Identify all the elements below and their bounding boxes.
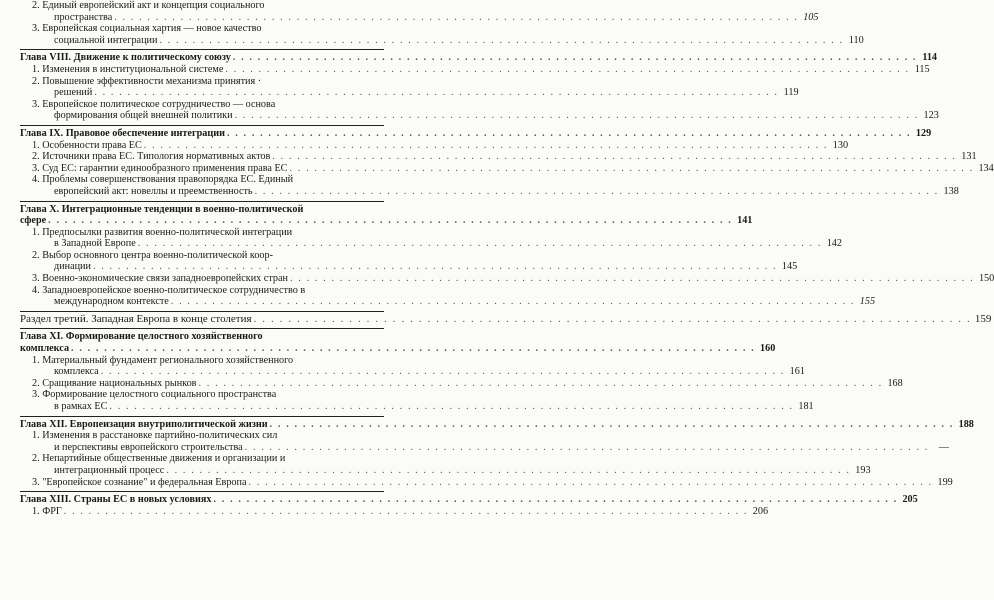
toc-line bbox=[20, 418, 974, 431]
toc-line bbox=[32, 139, 849, 152]
entry-text: Глава XI. Формирование целостного хозяйственного bbox=[20, 331, 263, 343]
page-number: 110 bbox=[848, 34, 864, 46]
chapter-items bbox=[20, 226, 994, 308]
toc-line bbox=[32, 110, 939, 122]
page-number: 205 bbox=[902, 494, 918, 506]
entry-text: 1. Изменения в расстановке партийно-политических сил bbox=[32, 430, 278, 442]
entry-text: 1. ФРГ bbox=[32, 505, 62, 517]
page-number: 193 bbox=[855, 464, 871, 476]
toc-entry bbox=[20, 476, 953, 489]
toc-line bbox=[32, 99, 384, 111]
page-number: 123 bbox=[923, 110, 939, 122]
entry-text: 1. Изменения в институциональной системе bbox=[32, 63, 224, 75]
toc-line bbox=[32, 464, 871, 477]
entry-text: Раздел третий. Западная Европа в конце столетия bbox=[20, 312, 252, 325]
toc-line bbox=[32, 227, 384, 239]
toc-line bbox=[32, 441, 949, 454]
page-number: 138 bbox=[943, 185, 959, 197]
divider bbox=[20, 201, 384, 202]
entry-text: 1. Материальный фундамент регионального хозяйственного bbox=[32, 354, 294, 366]
entry-text: интеграционный процесс bbox=[54, 464, 165, 476]
entry-text: 2. Выбор основного центра военно-политической коор- bbox=[32, 249, 274, 261]
page-number: 114 bbox=[922, 52, 938, 64]
entry-text: динации bbox=[54, 261, 91, 273]
chapter-title bbox=[20, 418, 974, 431]
entry-text: 1. Предпосылки развития военно-политической интеграции bbox=[32, 226, 293, 238]
page-number: 130 bbox=[832, 139, 849, 151]
toc-line bbox=[20, 215, 753, 227]
leader-dots bbox=[138, 238, 822, 250]
page-number: 155 bbox=[859, 296, 876, 308]
entry-text: Глава VIII. Движение к политическому союзу bbox=[20, 52, 231, 64]
entry-text: решений bbox=[54, 87, 93, 99]
toc-line bbox=[32, 63, 930, 76]
toc-line bbox=[20, 204, 384, 216]
entry-text: 4. Проблемы совершенствования правопорядка ЕС. Единый bbox=[32, 174, 294, 186]
toc-line bbox=[32, 34, 864, 47]
toc-line bbox=[32, 430, 384, 442]
divider bbox=[20, 125, 384, 126]
leader-dots bbox=[233, 52, 917, 64]
toc-entry bbox=[20, 98, 939, 122]
page-number: 159 bbox=[974, 312, 992, 325]
toc-entry bbox=[20, 174, 959, 197]
chapter-items bbox=[20, 63, 939, 122]
page-number: 115 bbox=[914, 63, 930, 75]
toc-line bbox=[32, 296, 876, 308]
page-number: 141 bbox=[737, 215, 753, 227]
entry-text: 2. Повышение эффективности механизма принятия · bbox=[32, 75, 262, 87]
divider bbox=[20, 328, 384, 329]
toc-line bbox=[32, 23, 384, 35]
toc-entry bbox=[20, 453, 871, 476]
entry-text: и перспективы европейского строительства bbox=[54, 441, 243, 453]
entry-text: Глава XIII. Страны ЕС в новых условиях bbox=[20, 494, 212, 506]
entry-text: комплекса bbox=[54, 366, 99, 378]
toc-entry bbox=[20, 63, 930, 76]
toc-line bbox=[32, 366, 805, 378]
entry-text: комплекса bbox=[20, 343, 70, 355]
divider bbox=[20, 49, 384, 50]
page-number: — bbox=[938, 441, 949, 453]
divider bbox=[20, 311, 384, 312]
chapter-items bbox=[20, 354, 903, 413]
entry-text: 3. Формирование целостного социального пространства bbox=[32, 389, 277, 401]
page-number: 161 bbox=[789, 366, 805, 378]
table-of-contents bbox=[20, 0, 994, 517]
toc-entry bbox=[20, 389, 814, 412]
part-title bbox=[20, 312, 992, 326]
chapter-title bbox=[20, 52, 938, 64]
leader-dots bbox=[166, 465, 850, 477]
toc-entry bbox=[20, 151, 977, 163]
toc-entry bbox=[20, 0, 819, 23]
toc-line bbox=[20, 494, 918, 506]
toc-entry bbox=[20, 284, 876, 308]
leader-dots bbox=[214, 494, 898, 506]
entry-text: в Западной Европе bbox=[54, 238, 136, 250]
entry-text: Глава XII. Европеизация внутриполитической жизни bbox=[20, 418, 268, 430]
entry-text: 3. Европейское политическое сотрудничество — основа bbox=[32, 98, 276, 110]
toc-line bbox=[32, 273, 994, 285]
toc-entry bbox=[20, 354, 805, 378]
page-number: 160 bbox=[760, 343, 776, 355]
entry-text: 3. Суд ЕС: гарантии единообразного применения права ЕС bbox=[32, 162, 288, 174]
page-number: 134 bbox=[978, 162, 994, 174]
entry-text: 3. Европейская социальная хартия — новое качество bbox=[32, 23, 262, 35]
toc-entry bbox=[20, 139, 849, 152]
entry-text: Глава IX. Правовое обеспечение интеграции bbox=[20, 127, 225, 139]
entry-text: социальной интеграции bbox=[54, 34, 158, 46]
chapter-items bbox=[20, 139, 994, 198]
divider bbox=[20, 416, 384, 417]
toc-line bbox=[32, 185, 959, 198]
entry-text: 2. Непартийные общественные движения и организации и bbox=[32, 453, 286, 465]
page-number: 145 bbox=[781, 261, 798, 273]
leader-dots bbox=[109, 401, 793, 413]
page-number: 181 bbox=[798, 401, 814, 412]
toc-group bbox=[20, 0, 864, 46]
toc-line bbox=[32, 250, 384, 262]
toc-line bbox=[32, 174, 384, 186]
toc-line bbox=[32, 11, 819, 24]
toc-line bbox=[32, 87, 799, 99]
part-heading bbox=[20, 312, 992, 326]
page-number: 206 bbox=[752, 505, 769, 517]
leader-dots bbox=[227, 128, 911, 140]
leader-dots bbox=[254, 314, 972, 326]
leader-dots bbox=[101, 366, 785, 378]
leader-dots bbox=[249, 477, 933, 489]
chapter-block bbox=[20, 52, 939, 122]
chapter-block bbox=[20, 203, 994, 308]
leader-dots bbox=[270, 419, 954, 431]
leader-dots bbox=[48, 215, 732, 227]
toc-line bbox=[32, 389, 384, 401]
entry-text: 3. Военно-экономические связи западноевропейских стран bbox=[32, 273, 288, 285]
divider bbox=[20, 491, 384, 492]
toc-entry bbox=[20, 430, 949, 453]
page-number: 150 bbox=[978, 273, 994, 285]
entry-text: пространства bbox=[54, 11, 113, 23]
toc-line bbox=[32, 76, 384, 88]
entry-text: международном контексте bbox=[54, 296, 169, 308]
chapter-block bbox=[20, 331, 903, 412]
leader-dots bbox=[64, 506, 748, 518]
toc-entry bbox=[20, 249, 798, 273]
leader-dots bbox=[289, 163, 973, 175]
entry-text: 1. Особенности права ЕС bbox=[32, 139, 142, 151]
entry-text: 2. Источники права ЕС. Типология нормативных актов bbox=[32, 151, 271, 163]
page-number: 142 bbox=[826, 238, 842, 250]
leader-dots bbox=[245, 442, 929, 454]
leader-dots bbox=[225, 64, 909, 76]
page-number: 188 bbox=[958, 418, 974, 430]
leader-dots bbox=[199, 378, 883, 390]
leader-dots bbox=[235, 110, 919, 122]
entry-text: сфере bbox=[20, 215, 47, 227]
toc-entry bbox=[20, 505, 769, 518]
toc-line bbox=[20, 343, 776, 355]
page-number: 131 bbox=[961, 151, 977, 163]
chapter-block bbox=[20, 418, 974, 489]
toc-line bbox=[32, 355, 384, 367]
leader-dots bbox=[94, 87, 778, 99]
leader-dots bbox=[159, 35, 843, 47]
toc-line bbox=[20, 52, 938, 64]
chapter-items bbox=[20, 430, 953, 488]
toc-entry bbox=[20, 273, 994, 285]
leader-dots bbox=[144, 140, 828, 152]
toc-line bbox=[32, 476, 953, 489]
leader-dots bbox=[93, 261, 777, 273]
toc-entry bbox=[20, 377, 903, 390]
toc-line bbox=[32, 151, 977, 163]
leader-dots bbox=[71, 343, 755, 355]
leader-dots bbox=[114, 12, 798, 24]
toc-line bbox=[32, 377, 903, 390]
entry-text: 2. Единый европейский акт и концепция социального bbox=[32, 0, 265, 11]
entry-text: 2. Сращивание национальных рынков bbox=[32, 377, 197, 389]
entry-text: европейский акт: новеллы и преемственность bbox=[54, 185, 253, 197]
leader-dots bbox=[255, 186, 939, 198]
chapter-block bbox=[20, 494, 918, 517]
entry-text: 4. Западноевропейское военно-политическое сотрудничество в bbox=[32, 284, 306, 296]
leader-dots bbox=[171, 296, 855, 308]
toc-entry bbox=[20, 162, 994, 175]
toc-line bbox=[32, 401, 814, 413]
toc-line bbox=[32, 285, 384, 297]
entry-text: Глава X. Интеграционные тенденции в военно-политической bbox=[20, 203, 304, 215]
entry-text: в рамках ЕС bbox=[54, 401, 108, 412]
toc-entry bbox=[20, 23, 864, 46]
leader-dots bbox=[290, 273, 974, 285]
chapter-title bbox=[20, 203, 753, 227]
toc-line bbox=[32, 238, 842, 250]
toc-line bbox=[32, 505, 769, 518]
toc-entry bbox=[20, 226, 842, 250]
page-number: 129 bbox=[915, 127, 932, 139]
chapter-title bbox=[20, 331, 776, 355]
toc-line bbox=[32, 162, 994, 175]
chapter-title bbox=[20, 127, 932, 140]
page-number: 105 bbox=[803, 11, 819, 23]
toc-entry bbox=[20, 75, 799, 99]
page-number: 168 bbox=[887, 377, 903, 389]
leader-dots bbox=[272, 151, 956, 163]
entry-text: 3. "Европейское сознание" и федеральная Европа bbox=[32, 476, 247, 488]
toc-line bbox=[20, 312, 992, 326]
toc-line bbox=[32, 0, 384, 12]
toc-line bbox=[20, 127, 932, 140]
entry-text: формирования общей внешней политики bbox=[54, 110, 233, 122]
toc-line bbox=[20, 331, 384, 343]
chapter-items bbox=[20, 505, 769, 518]
chapter-block bbox=[20, 127, 994, 198]
page-number: 199 bbox=[937, 476, 953, 488]
page-number: 119 bbox=[783, 87, 799, 99]
chapter-title bbox=[20, 494, 918, 506]
toc-line bbox=[32, 453, 384, 465]
toc-line bbox=[32, 261, 798, 273]
